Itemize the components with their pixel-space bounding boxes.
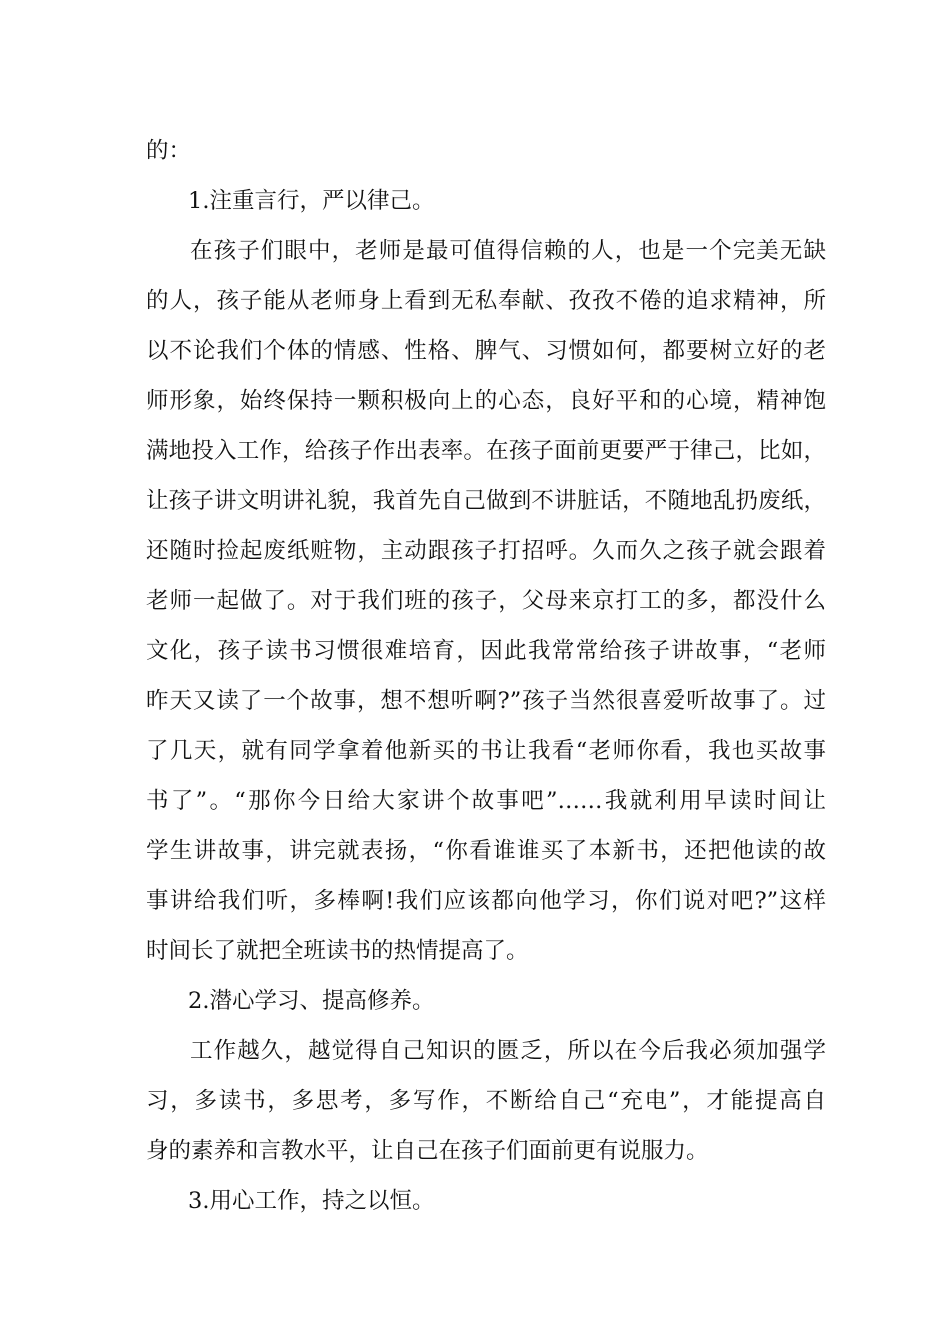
text-line: 在孩子们眼中，老师是最可值得信赖的人，也是一个完美无缺 — [190, 238, 826, 264]
text-line: 事讲给我们听，多棒啊!我们应该都向他学习，你们说对吧?”这样 — [146, 888, 826, 914]
text-line: 工作越久，越觉得自己知识的匮乏，所以在今后我必须加强学 — [190, 1038, 826, 1064]
text-line: 老师一起做了。对于我们班的孩子，父母来京打工的多，都没什么 — [146, 588, 826, 614]
section-heading: 1.注重言行，严以律己。 — [188, 188, 435, 214]
text-line: 满地投入工作，给孩子作出表率。在孩子面前更要严于律己，比如， — [146, 438, 826, 464]
text-line: 师形象，始终保持一颗积极向上的心态，良好平和的心境，精神饱 — [146, 388, 826, 414]
section-heading: 2.潜心学习、提高修养。 — [188, 988, 435, 1014]
text-line: 时间长了就把全班读书的热情提高了。 — [146, 938, 529, 964]
section-heading: 3.用心工作，持之以恒。 — [188, 1188, 435, 1214]
text-line: 学生讲故事，讲完就表扬，“你看谁谁买了本新书，还把他读的故 — [146, 838, 826, 864]
text-line: 了几天，就有同学拿着他新买的书让我看“老师你看，我也买故事 — [146, 738, 826, 764]
text-line: 书了”。“那你今日给大家讲个故事吧”……我就利用早读时间让 — [146, 788, 826, 814]
text-line: 的： — [146, 138, 192, 164]
text-line: 文化，孩子读书习惯很难培育，因此我常常给孩子讲故事，“老师 — [146, 638, 826, 664]
text-line: 还随时捡起废纸赃物，主动跟孩子打招呼。久而久之孩子就会跟着 — [146, 538, 826, 564]
text-line: 让孩子讲文明讲礼貌，我首先自己做到不讲脏话，不随地乱扔废纸， — [146, 488, 826, 514]
text-line: 的人，孩子能从老师身上看到无私奉献、孜孜不倦的追求精神，所 — [146, 288, 826, 314]
text-line: 以不论我们个体的情感、性格、脾气、习惯如何，都要树立好的老 — [146, 338, 826, 364]
text-line: 昨天又读了一个故事，想不想听啊?”孩子当然很喜爱听故事了。过 — [146, 688, 826, 714]
text-line: 身的素养和言教水平，让自己在孩子们面前更有说服力。 — [146, 1138, 709, 1164]
text-line: 习，多读书，多思考，多写作，不断给自己“充电”，才能提高自 — [146, 1088, 826, 1114]
